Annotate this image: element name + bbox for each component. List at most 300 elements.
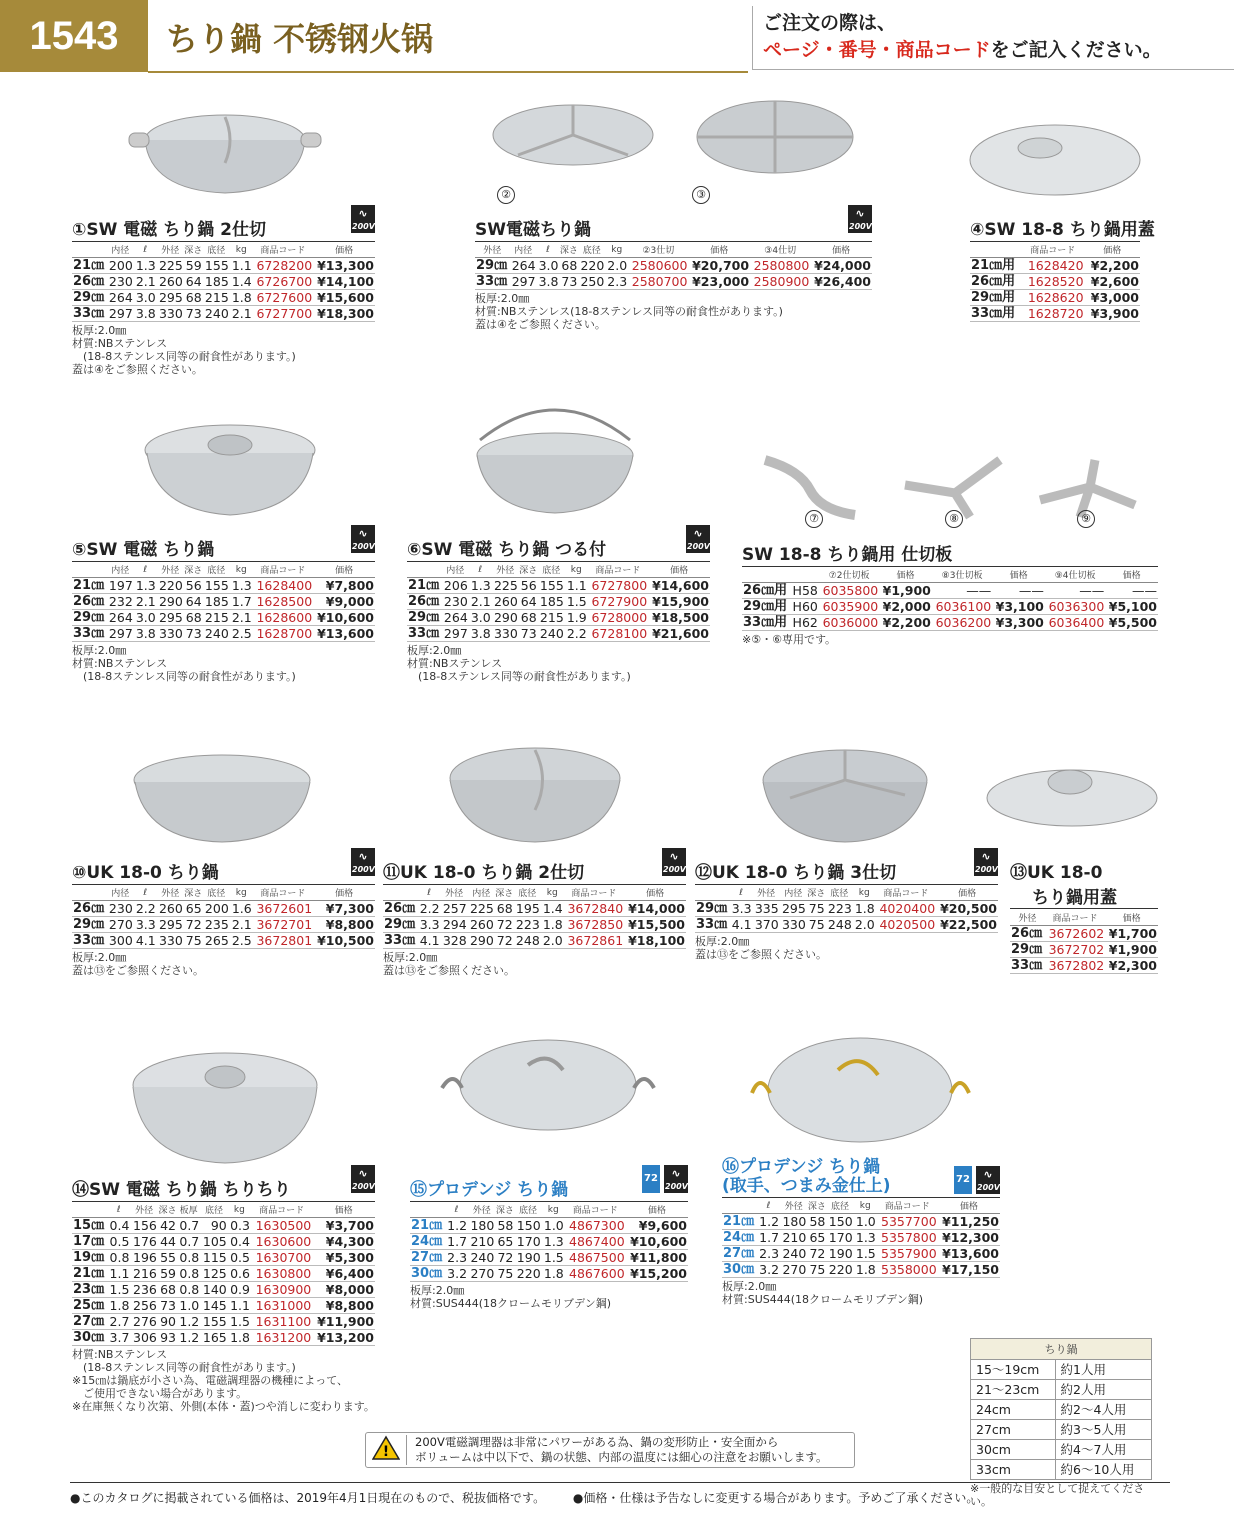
table-row	[970, 274, 1140, 290]
table-cell: 0.8	[177, 1282, 200, 1298]
column-header	[407, 562, 442, 578]
table-cell: 1.8	[107, 1298, 130, 1314]
table-row	[742, 583, 1158, 599]
table-cell: 140	[200, 1282, 227, 1298]
table-cell: 1.2	[177, 1314, 200, 1330]
table-cell: 21㎝	[410, 1218, 445, 1234]
product-notes-5	[72, 644, 375, 683]
table-cell: 264	[510, 258, 537, 274]
table-row	[72, 1330, 375, 1346]
table-cell: 29㎝	[475, 258, 510, 274]
note-line: 板厚:2.0㎜	[695, 935, 750, 948]
table-cell: 170	[514, 1234, 541, 1250]
table-cell: 0.5	[107, 1234, 130, 1250]
table-row	[722, 1262, 1000, 1278]
caution-box	[365, 1432, 855, 1468]
table-cell: 306	[130, 1330, 157, 1346]
column-header: 底径	[203, 885, 230, 901]
note-line: 蓋は⑬をご参照ください。	[383, 964, 515, 977]
table-cell: 33㎝	[695, 917, 730, 933]
table-cell: 1630600	[251, 1234, 312, 1250]
pot-image-6	[460, 390, 650, 520]
ih-200v-icon: ∿ 200V	[663, 850, 686, 874]
guide-note: ※一般的な目安として捉えてください。	[970, 1482, 1145, 1508]
note-line: 材質:NBステンレス	[72, 337, 168, 350]
table-row	[695, 901, 998, 917]
column-header: 深さ	[184, 242, 203, 258]
table-cell: 260	[157, 901, 184, 917]
table-cell: 1630700	[251, 1250, 312, 1266]
table-cell: 25㎝	[72, 1298, 107, 1314]
table-cell: 150	[514, 1218, 541, 1234]
table-row	[695, 917, 998, 933]
table-cell: 6036400	[1045, 615, 1105, 631]
table-cell: 264	[107, 290, 134, 306]
table-cell: 29㎝用	[970, 290, 1021, 306]
guide-cell: 約2〜4人用	[1055, 1400, 1151, 1420]
table-cell: 29㎝	[1010, 942, 1045, 958]
column-header: 底径	[200, 1202, 227, 1218]
table-cell: 64	[520, 594, 537, 609]
ih-200v-label: 200V	[849, 222, 872, 231]
table-row	[475, 258, 872, 274]
table-cell: 72	[807, 1246, 826, 1262]
table-cell: 1628400	[253, 578, 313, 594]
guide-cell: 約3〜5人用	[1055, 1420, 1151, 1440]
order-notice	[752, 6, 1234, 70]
table-cell: 4867300	[565, 1218, 626, 1234]
note-line: 板厚:2.0㎜	[383, 951, 438, 964]
table-cell: 33㎝	[72, 933, 107, 949]
table-cell: 297	[107, 306, 134, 322]
table-cell: 215	[203, 290, 230, 306]
table-cell: 27㎝	[72, 1314, 107, 1330]
table-cell: ¥14,000	[624, 901, 686, 917]
table-cell: 0.7	[177, 1218, 200, 1234]
table-cell: H58	[790, 583, 819, 599]
table-cell: 1.8	[541, 917, 564, 933]
table-cell: 21㎝用	[970, 258, 1021, 274]
column-header: 内径	[442, 562, 469, 578]
table-cell: 230	[107, 901, 134, 917]
table-cell: 29㎝	[72, 610, 107, 626]
table-cell: 1.3	[542, 1234, 565, 1250]
table-cell: 1.8	[853, 901, 876, 917]
guide-cell: 約2人用	[1055, 1380, 1151, 1400]
table-cell: 2.5	[230, 933, 253, 949]
table-row	[72, 1218, 375, 1234]
note-line: 蓋は④をご参照ください。	[475, 318, 606, 331]
badge-2: ②	[497, 186, 515, 204]
pot-image-11	[435, 740, 635, 845]
product-title-13	[1010, 858, 1158, 910]
product-notes-11	[383, 951, 686, 977]
spec-table-5	[72, 562, 375, 642]
column-header: ℓ	[107, 1202, 130, 1218]
table-cell: 1.8	[230, 290, 253, 306]
column-header: kg	[228, 1202, 251, 1218]
table-cell: 270	[780, 1262, 807, 1278]
table-cell: 0.8	[177, 1250, 200, 1266]
table-cell: 3.2	[757, 1262, 780, 1278]
table-row	[1010, 926, 1158, 942]
table-cell: 2.1	[230, 610, 253, 626]
table-row	[72, 594, 375, 610]
table-cell: 17㎝	[72, 1234, 107, 1250]
table-row	[410, 1250, 688, 1266]
column-header	[970, 242, 1021, 258]
table-cell: 236	[130, 1282, 157, 1298]
table-row	[72, 626, 375, 642]
table-cell: 1.7	[757, 1230, 780, 1246]
column-header: 商品コード	[253, 562, 313, 578]
table-cell: 3.8	[134, 626, 157, 642]
note-line: (18-8ステンレス同等の耐食性があります。)	[72, 670, 296, 683]
table-cell: 2.5	[230, 626, 253, 642]
ih-200v-icon: ∿ 200V	[975, 850, 998, 874]
table-cell: 26㎝	[407, 594, 442, 610]
table-cell: 6035800	[819, 583, 879, 599]
table-cell: 330	[492, 626, 519, 642]
product-block-1	[72, 207, 375, 376]
table-cell: ¥3,000	[1085, 290, 1140, 306]
table-cell: 33㎝	[407, 626, 442, 642]
table-cell: 328	[441, 933, 468, 949]
caution-line1: 200V電磁調理器は非常にパワーがある為、鍋の変形防止・安全面から	[415, 1435, 779, 1449]
table-cell: 30㎝	[722, 1262, 757, 1278]
table-cell: ¥18,500	[648, 610, 710, 626]
table-cell: 190	[514, 1250, 541, 1266]
table-cell: 3.8	[538, 274, 559, 289]
guide-row	[971, 1420, 1152, 1440]
product-title-2	[475, 207, 872, 242]
table-cell: ¥14,600	[648, 578, 710, 594]
product-notes-7	[742, 633, 1158, 646]
table-cell: 2.1	[134, 594, 157, 610]
table-cell: 290	[468, 933, 495, 949]
table-cell: 0.8	[107, 1250, 130, 1266]
table-cell: 330	[157, 306, 184, 322]
table-cell: 2.7	[107, 1314, 130, 1330]
column-header	[72, 885, 107, 901]
column-header: 深さ	[807, 1198, 826, 1214]
table-cell: ¥7,300	[313, 901, 375, 917]
column-header: ℓ	[445, 1202, 468, 1218]
guide-cell: 15〜19cm	[971, 1360, 1056, 1380]
product-block-4	[970, 215, 1155, 322]
product-block-7-9	[742, 540, 1158, 646]
table-cell: 6726700	[253, 274, 313, 290]
note-line: ※15㎝は鍋底が小さい為、電磁調理器の機種によって、	[72, 1374, 348, 1387]
table-cell: ¥26,400	[810, 274, 872, 290]
table-cell: 1.0	[854, 1214, 877, 1230]
spec-table-10	[72, 885, 375, 949]
table-cell: 215	[203, 610, 230, 626]
table-cell: 4867500	[565, 1250, 626, 1266]
column-header: 価格	[992, 567, 1045, 583]
product-title-text: ④SW 18-8 ちり鍋用蓋	[970, 220, 1155, 240]
table-cell: 230	[442, 594, 469, 610]
table-cell: 1.3	[230, 578, 253, 594]
column-header: 外径	[468, 1202, 495, 1218]
table-cell: 265	[203, 933, 230, 949]
table-cell: 290	[492, 610, 519, 626]
note-line: 板厚:2.0㎜	[72, 324, 127, 337]
badge-8: ⑧	[945, 510, 963, 528]
table-cell: 33㎝	[72, 626, 107, 642]
table-cell: ¥8,000	[312, 1282, 375, 1298]
page-title: ちり鍋 不锈钢火锅	[166, 20, 434, 58]
table-cell: 2.2	[418, 901, 441, 917]
column-header: kg	[854, 1198, 877, 1214]
table-row	[970, 258, 1140, 274]
table-cell: ——	[992, 583, 1045, 599]
table-cell: 75	[808, 917, 825, 932]
table-cell: 73	[520, 626, 537, 641]
column-header: 商品コード	[1021, 242, 1085, 258]
table-cell: 2580700	[628, 274, 688, 290]
notice-line2	[763, 37, 1224, 64]
column-header	[722, 1198, 757, 1214]
table-cell: 295	[157, 917, 184, 933]
table-cell: ¥9,000	[313, 594, 375, 610]
table-cell: 65	[495, 1234, 514, 1250]
table-row	[407, 578, 710, 594]
column-header	[72, 562, 107, 578]
pot-image-12	[745, 740, 945, 845]
table-cell: 1.7	[445, 1234, 468, 1250]
column-header: ℓ	[469, 562, 492, 578]
table-cell: 180	[468, 1218, 495, 1234]
pot-image-10	[115, 745, 330, 845]
table-cell: 29㎝	[695, 901, 730, 917]
table-row	[72, 1314, 375, 1330]
table-cell: 248	[514, 933, 541, 949]
spec-table-15	[410, 1202, 688, 1282]
footer-left: ●このカタログに掲載されている価格は、2019年4月1日現在のもので、税抜価格です。	[70, 1491, 546, 1505]
column-header: 深さ	[184, 885, 203, 901]
table-row	[72, 1298, 375, 1314]
table-cell: ¥10,600	[626, 1234, 688, 1250]
table-cell: 27㎝	[410, 1250, 445, 1266]
column-header: 外径	[157, 562, 184, 578]
table-cell: 2.0	[853, 917, 876, 933]
table-cell: 105	[200, 1234, 227, 1250]
table-cell: 68	[158, 1282, 177, 1298]
table-cell: 6036000	[819, 615, 879, 631]
spec-table-12	[695, 885, 998, 933]
product-title-text: ⑫UK 18-0 ちり鍋 3仕切	[695, 863, 897, 883]
table-cell: 223	[514, 917, 541, 933]
table-cell: ¥4,300	[312, 1234, 375, 1250]
ih-200v-icon: ∿ 200V	[687, 527, 710, 551]
table-cell: ¥10,600	[313, 610, 375, 626]
column-header: 内径	[780, 885, 807, 901]
table-cell: 4.1	[418, 933, 441, 949]
product-block-10	[72, 850, 375, 977]
guide-row	[971, 1360, 1152, 1380]
column-header: 深さ	[559, 242, 578, 258]
table-cell: 270	[468, 1266, 495, 1282]
table-cell: 1.5	[228, 1314, 251, 1330]
table-row	[72, 933, 375, 949]
product-title-11	[383, 850, 686, 885]
table-cell: 4867600	[565, 1266, 626, 1282]
table-cell: 59	[158, 1266, 177, 1282]
table-row	[742, 615, 1158, 631]
table-cell: 256	[130, 1298, 157, 1314]
guide-cell: 24cm	[971, 1400, 1056, 1420]
column-header: 底径	[578, 242, 605, 258]
table-cell: 6727900	[588, 594, 648, 610]
product-notes-1	[72, 324, 375, 376]
note-line: 板厚:2.0㎜	[475, 292, 530, 305]
table-cell: 2.3	[757, 1246, 780, 1262]
table-cell: ¥21,600	[648, 626, 710, 642]
table-cell: 26㎝	[383, 901, 418, 917]
table-cell: 72	[496, 933, 513, 948]
spec-table-14	[72, 1202, 375, 1346]
table-cell: 1631000	[251, 1298, 312, 1314]
table-cell: 33㎝用	[970, 306, 1021, 322]
pot-image-16	[748, 1025, 973, 1155]
table-cell: 1628520	[1021, 274, 1085, 290]
table-cell: 3.0	[469, 610, 492, 626]
table-cell: ¥8,800	[313, 917, 375, 933]
table-cell: 1.4	[541, 901, 564, 917]
table-cell: H62	[790, 615, 819, 631]
product-title-text: SW電磁ちり鍋	[475, 220, 591, 240]
ih-200v-label: 200V	[663, 865, 686, 874]
column-header: 価格	[313, 562, 375, 578]
table-row	[72, 274, 375, 290]
table-cell: 150	[826, 1214, 853, 1230]
table-cell: 68	[520, 610, 537, 625]
table-cell: 1.7	[230, 594, 253, 610]
table-cell: 2.1	[230, 306, 253, 322]
table-row	[1010, 958, 1158, 974]
product-title-text: ⑯プロデンジ ちり鍋	[722, 1157, 881, 1177]
product-notes-12	[695, 935, 998, 961]
product-title-5	[72, 527, 375, 562]
notice-highlight: ページ・番号・商品コード	[763, 39, 991, 61]
table-cell: 1628620	[1021, 290, 1085, 306]
table-row	[722, 1246, 1000, 1262]
note-line: 蓋は④をご参照ください。	[72, 363, 203, 376]
table-cell: 5358000	[877, 1262, 938, 1278]
table-cell: 33㎝	[72, 306, 107, 322]
ih-200v-label: 200V	[687, 542, 710, 551]
table-cell: 6728100	[588, 626, 648, 642]
table-cell: 4020400	[876, 901, 936, 917]
column-header: 深さ	[519, 562, 538, 578]
table-cell: 330	[780, 917, 807, 933]
product-title-7	[742, 540, 1158, 567]
table-cell: 3672701	[253, 917, 313, 933]
product-title-14	[72, 1167, 375, 1202]
ih-200v-label: 200V	[665, 1182, 688, 1191]
table-cell: 27㎝	[722, 1246, 757, 1262]
product-notes-10	[72, 951, 375, 977]
page-header	[0, 0, 1240, 72]
table-cell: 2.2	[565, 626, 588, 642]
table-cell: 2.0	[607, 258, 628, 273]
column-header: 価格	[1105, 567, 1158, 583]
table-cell: ¥2,200	[1085, 258, 1140, 274]
table-cell: 3.3	[418, 917, 441, 933]
table-cell: 75	[185, 933, 202, 948]
table-cell: 29㎝	[383, 917, 418, 933]
table-cell: 295	[157, 610, 184, 626]
table-cell: ¥12,300	[938, 1230, 1000, 1246]
table-cell: 68	[496, 901, 513, 916]
table-cell: 3.0	[134, 290, 157, 306]
product-block-16	[722, 1158, 1000, 1306]
table-cell: 64	[185, 594, 202, 609]
column-header: 底径	[538, 562, 565, 578]
table-cell: 90	[200, 1218, 227, 1234]
table-cell: 3672850	[564, 917, 624, 933]
table-cell: 210	[468, 1234, 495, 1250]
table-cell: 68	[185, 610, 202, 625]
column-header: ℓ	[134, 562, 157, 578]
table-row	[72, 1282, 375, 1298]
column-header	[742, 567, 790, 583]
column-header: 価格	[312, 1202, 375, 1218]
table-cell: 23㎝	[72, 1282, 107, 1298]
table-cell: 196	[130, 1250, 157, 1266]
table-row	[72, 1234, 375, 1250]
table-cell: 155	[538, 578, 565, 594]
column-header: 深さ	[184, 562, 203, 578]
table-cell: ¥22,500	[936, 917, 998, 933]
table-cell: 30㎝	[72, 1330, 107, 1346]
header-rule	[148, 71, 748, 73]
table-cell: ¥2,200	[879, 615, 932, 631]
column-header: 外径	[1010, 910, 1045, 926]
table-cell: 6036200	[932, 615, 992, 631]
table-cell: ¥13,600	[938, 1246, 1000, 1262]
column-header: 価格	[313, 885, 375, 901]
table-cell: 270	[107, 917, 134, 933]
column-header: 価格	[938, 1198, 1000, 1214]
table-cell: 29㎝	[72, 917, 107, 933]
table-cell: 155	[200, 1314, 227, 1330]
table-cell: 2.1	[230, 917, 253, 933]
table-row	[383, 933, 686, 949]
column-header: ℓ	[134, 885, 157, 901]
table-row	[72, 306, 375, 322]
table-cell: ¥15,900	[648, 594, 710, 610]
table-cell: 294	[441, 917, 468, 933]
table-cell: 1.0	[177, 1298, 200, 1314]
table-cell: 0.4	[107, 1218, 130, 1234]
guide-cell: 27cm	[971, 1420, 1056, 1440]
table-cell: 4867400	[565, 1234, 626, 1250]
table-cell: 0.6	[228, 1266, 251, 1282]
notice-line1: ご注文の際は、	[763, 12, 897, 34]
heat-72-icon: 72	[954, 1166, 972, 1194]
table-cell: 59	[185, 258, 202, 273]
table-cell: ¥11,800	[626, 1250, 688, 1266]
product-notes-15	[410, 1284, 688, 1310]
column-header: kg	[542, 1202, 565, 1218]
guide-cell: 約1人用	[1055, 1360, 1151, 1380]
note-line: 材質:NBステンレス	[72, 657, 168, 670]
table-cell: 75	[495, 1266, 514, 1282]
table-cell: 1.3	[854, 1230, 877, 1246]
table-cell: 1.8	[542, 1266, 565, 1282]
